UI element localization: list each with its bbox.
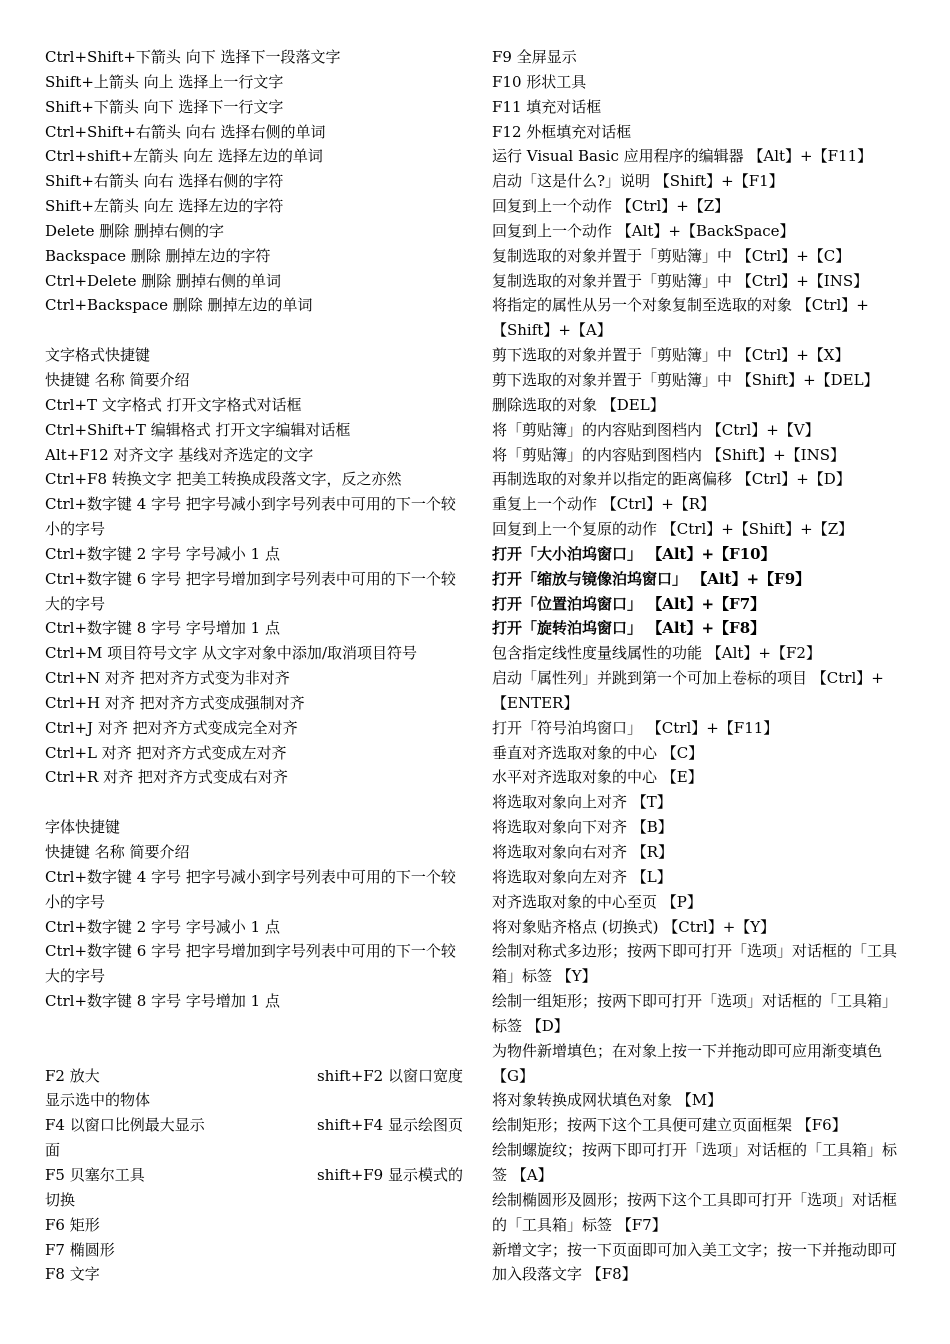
shortcut-line: 绘制椭圆形及圆形；按两下这个工具即可打开「选项」对话框的「工具箱」标签 【F7】: [492, 1190, 898, 1234]
fkey-f6: F6 矩形: [45, 1215, 100, 1234]
shortcut-line: 回复到上一个动作 【Alt】+【BackSpace】: [492, 221, 795, 240]
shortcut-line: 对齐选取对象的中心至页 【P】: [492, 892, 702, 911]
shortcut-line: F12 外框填充对话框: [492, 122, 632, 141]
shortcut-line: 将「剪贴簿」的内容贴到图档内 【Ctrl】+【V】: [492, 420, 820, 439]
fkey-shift-f2: shift+F2 以窗口宽度: [316, 1066, 463, 1085]
shortcut-line: 打开「缩放与镜像泊坞窗口」 【Alt】+【F9】: [492, 569, 811, 588]
shortcut-line: Alt+F12 对齐文字 基线对齐选定的文字: [45, 445, 314, 464]
text-selection-shortcuts: [45, 45, 463, 318]
shortcut-line: Ctrl+N 对齐 把对齐方式变为非对齐: [45, 669, 290, 688]
text-format-shortcuts: [45, 368, 463, 790]
shortcut-line: Ctrl+L 对齐 把对齐方式变成左对齐: [45, 743, 287, 762]
shortcut-line: 删除选取的对象 【DEL】: [492, 395, 665, 414]
shortcut-line: 复制选取的对象并置于「剪贴簿」中 【Ctrl】+【C】: [492, 246, 851, 265]
shortcut-line: 将选取对象向上对齐 【T】: [492, 793, 672, 812]
shortcut-line: 运行 Visual Basic 应用程序的编辑器 【Alt】+【F11】: [492, 147, 873, 166]
shortcut-line: Ctrl+数字键 8 字号 字号增加 1 点: [45, 619, 280, 638]
fkey-row: [45, 1163, 463, 1188]
shortcut-line: 再制选取的对象并以指定的距离偏移 【Ctrl】+【D】: [492, 470, 851, 489]
shortcut-line: Ctrl+数字键 6 字号 把字号增加到字号列表中可用的下一个较大的字号: [45, 942, 456, 986]
spacer: [45, 318, 463, 343]
function-key-shortcuts: [45, 1064, 463, 1288]
shortcut-line: Ctrl+数字键 8 字号 字号增加 1 点: [45, 992, 280, 1011]
shortcut-line: 将对象贴齐格点 (切换式) 【Ctrl】+【Y】: [492, 917, 776, 936]
fkey-row-cont: 切换: [45, 1190, 76, 1209]
shortcut-line: 打开「旋转泊坞窗口」 【Alt】+【F8】: [492, 619, 766, 638]
shortcut-line: 绘制一组矩形；按两下即可打开「选项」对话框的「工具箱」标签 【D】: [492, 992, 898, 1035]
fkey-f4: F4 以窗口比例最大显示: [45, 1116, 205, 1135]
shortcut-line: 将指定的属性从另一个对象复制至选取的对象 【Ctrl】+【Shift】+【A】: [492, 296, 869, 340]
shortcut-line: 回复到上一个动作 【Ctrl】+【Z】: [492, 197, 730, 216]
shortcut-line: Ctrl+shift+左箭头 向左 选择左边的单词: [45, 147, 323, 166]
shortcut-line: Shift+上箭头 向上 选择上一行文字: [45, 72, 284, 91]
shortcut-line: 垂直对齐选取对象的中心 【C】: [492, 743, 704, 762]
fkey-f7: F7 椭圆形: [45, 1240, 115, 1259]
shortcut-line: 新增文字；按一下页面即可加入美工文字；按一下并拖动即可加入段落文字 【F8】: [492, 1240, 898, 1284]
shortcut-line: Ctrl+数字键 6 字号 把字号增加到字号列表中可用的下一个较大的字号: [45, 569, 456, 613]
shortcut-line: 水平对齐选取对象的中心 【E】: [492, 768, 703, 787]
shortcut-line: F11 填充对话框: [492, 97, 602, 116]
fkey-row-cont: 面: [45, 1141, 61, 1160]
fkey-f5: F5 贝塞尔工具: [45, 1165, 145, 1184]
text-format-heading: 文字格式快捷键: [45, 346, 151, 365]
shortcut-line: 打开「位置泊坞窗口」 【Alt】+【F7】: [492, 594, 766, 613]
shortcut-line: Ctrl+R 对齐 把对齐方式变成右对齐: [45, 768, 288, 787]
fkey-row-cont: 显示选中的物体: [45, 1091, 151, 1110]
shortcut-line: Shift+左箭头 向左 选择左边的字符: [45, 197, 284, 216]
shortcut-line: 将选取对象向左对齐 【L】: [492, 867, 672, 886]
shortcut-line: Shift+右箭头 向右 选择右侧的字符: [45, 172, 284, 191]
fkey-shift-f9: shift+F9 显示模式的: [316, 1165, 463, 1184]
shortcut-line: Ctrl+M 项目符号文字 从文字对象中添加/取消项目符号: [45, 644, 417, 663]
shortcut-line: Ctrl+Shift+下箭头 向下 选择下一段落文字: [45, 48, 341, 66]
shortcut-line: 将「剪贴簿」的内容贴到图档内 【Shift】+【INS】: [492, 445, 845, 464]
spacer: [45, 1039, 463, 1064]
shortcut-line: Ctrl+Delete 删除 删掉右侧的单词: [45, 271, 282, 290]
shortcut-line: 为物件新增填色；在对象上按一下并拖动即可应用渐变填色 【G】: [492, 1041, 883, 1085]
shortcut-line: Backspace 删除 删掉左边的字符: [45, 246, 271, 265]
shortcut-line: Ctrl+F8 转换文字 把美工转换成段落文字，反之亦然: [45, 470, 402, 489]
shortcut-line: 将选取对象向右对齐 【R】: [492, 843, 674, 861]
shortcut-line: 启动「这是什么?」说明 【Shift】+【F1】: [492, 172, 784, 191]
shortcut-line: F10 形状工具: [492, 72, 587, 91]
shortcut-line: Ctrl+数字键 4 字号 把字号减小到字号列表中可用的下一个较小的字号: [45, 495, 456, 539]
shortcut-line: 打开「符号泊坞窗口」 【Ctrl】+【F11】: [492, 718, 779, 737]
fkey-f2: F2 放大: [45, 1066, 100, 1085]
fkey-row: [45, 1064, 463, 1089]
shortcut-line: 快捷键 名称 简要介绍: [45, 843, 190, 861]
shortcut-line: 启动「属性列」并跳到第一个可加上卷标的项目 【Ctrl】+【ENTER】: [492, 669, 884, 712]
shortcut-line: Ctrl+T 文字格式 打开文字格式对话框: [45, 395, 302, 414]
shortcut-line: 重复上一个动作 【Ctrl】+【R】: [492, 495, 716, 514]
shortcut-line: 将选取对象向下对齐 【B】: [492, 818, 673, 837]
spacer: [45, 790, 463, 815]
shortcut-line: 快捷键 名称 简要介绍: [45, 370, 190, 389]
tool-shortcuts: [492, 641, 906, 1287]
shortcut-line: Ctrl+Shift+右箭头 向右 选择右侧的单词: [45, 122, 326, 141]
shortcut-line: Delete 删除 删掉右侧的字: [45, 221, 225, 240]
shortcut-line: F9 全屏显示: [492, 48, 577, 66]
shortcut-line: 绘制螺旋纹；按两下即可打开「选项」对话框的「工具箱」标签 【A】: [492, 1141, 898, 1184]
font-heading: 字体快捷键: [45, 818, 121, 837]
right-column: [492, 45, 906, 1287]
font-shortcuts: [45, 840, 463, 1014]
shortcut-line: Ctrl+数字键 2 字号 字号减小 1 点: [45, 544, 280, 563]
shortcut-line: 包含指定线性度量线属性的功能 【Alt】+【F2】: [492, 644, 821, 663]
shortcut-line: Shift+下箭头 向下 选择下一行文字: [45, 97, 284, 116]
fkey-row: [45, 1113, 463, 1138]
fkey-f8: F8 文字: [45, 1265, 100, 1284]
spacer: [45, 1014, 463, 1039]
shortcut-line: 打开「大小泊坞窗口」 【Alt】+【F10】: [492, 544, 776, 563]
shortcut-line: 将对象转换成网状填色对象 【M】: [492, 1091, 723, 1110]
docker-shortcuts: [492, 542, 906, 641]
shortcut-line: Ctrl+H 对齐 把对齐方式变成强制对齐: [45, 693, 305, 712]
general-shortcuts: [492, 45, 906, 542]
shortcut-line: Ctrl+J 对齐 把对齐方式变成完全对齐: [45, 718, 298, 737]
shortcut-line: 复制选取的对象并置于「剪贴簿」中 【Ctrl】+【INS】: [492, 271, 869, 290]
shortcut-line: Ctrl+Backspace 删除 删掉左边的单词: [45, 296, 313, 315]
shortcut-line: 回复到上一个复原的动作 【Ctrl】+【Shift】+【Z】: [492, 520, 854, 539]
shortcut-line: 绘制对称式多边形；按两下即可打开「选项」对话框的「工具箱」标签 【Y】: [492, 942, 898, 986]
shortcut-line: Ctrl+数字键 2 字号 字号减小 1 点: [45, 917, 280, 936]
shortcut-line: 绘制矩形；按两下这个工具便可建立页面框架 【F6】: [492, 1116, 847, 1135]
shortcut-line: 剪下选取的对象并置于「剪贴簿」中 【Shift】+【DEL】: [492, 370, 879, 389]
fkey-shift-f4: shift+F4 显示绘图页: [316, 1116, 463, 1135]
shortcut-line: Ctrl+Shift+T 编辑格式 打开文字编辑对话框: [45, 420, 351, 439]
shortcut-line: 剪下选取的对象并置于「剪贴簿」中 【Ctrl】+【X】: [492, 346, 850, 365]
shortcut-line: Ctrl+数字键 4 字号 把字号减小到字号列表中可用的下一个较小的字号: [45, 867, 456, 911]
left-column: [45, 45, 463, 1287]
